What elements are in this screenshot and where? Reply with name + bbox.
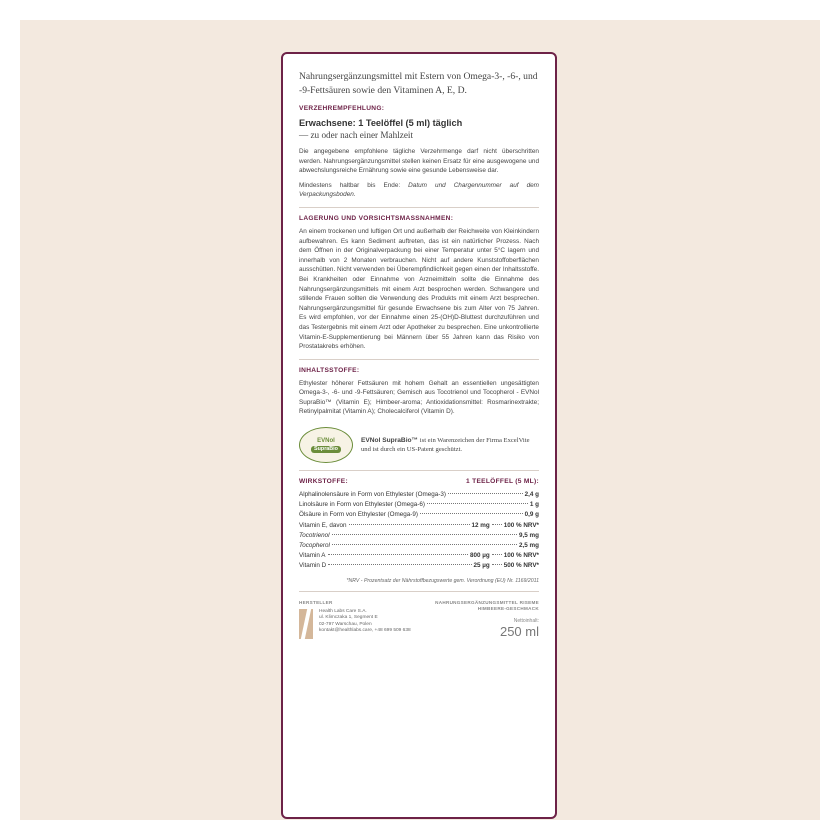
- evnol-logo-bottom: SupraBio: [311, 446, 341, 453]
- address-line: kontakt@healthlabs.care, +48 699 509 638: [319, 628, 411, 634]
- dot-leader: [328, 564, 471, 565]
- nutrient-value: 2,4 g: [524, 491, 539, 499]
- dot-leader: [349, 524, 470, 525]
- dose-main: Erwachsene: 1 Teelöffel (5 ml) täglich: [299, 118, 463, 128]
- dot-leader: [492, 554, 502, 555]
- dot-leader: [492, 524, 502, 525]
- nutrient-row: [299, 490, 539, 500]
- health-labs-logo-icon: [299, 609, 313, 639]
- nutrient-name: Vitamin A: [299, 552, 326, 560]
- nutrient-row: [299, 541, 539, 551]
- evnol-logo: [299, 427, 353, 463]
- verzehr-text: Die angegebene empfohlene tägliche Verzehrmenge darf nicht überschritten werden. Nahrungsergänzungsmittel stellen keinen Ersatz für eine ausgewogene und abwechslungsreiche Ernährung sowie eine gesunde Lebensweise dar.: [299, 148, 539, 175]
- label-footer: [299, 600, 539, 639]
- manufacturer-heading: HERSTELLER: [299, 599, 333, 605]
- dot-leader: [328, 554, 469, 555]
- dot-leader: [332, 534, 517, 535]
- dose-sub: — zu oder nach einer Mahlzeit: [299, 130, 414, 140]
- nutrient-value: 1 g: [529, 501, 539, 509]
- best-before-note: Datum und Chargennummer auf dem Verpackungsboden.: [299, 181, 539, 199]
- nutrient-name: Vitamin E, davon: [299, 521, 347, 529]
- address-line: 02-797 Warschau, Polen: [319, 621, 372, 627]
- nutrient-name: Tocotrienol: [299, 531, 330, 539]
- nrv-footnote: *NRV - Prozentsatz der Nährstoffbezugswerte gem. Verordnung (EU) Nr. 1169/2011: [346, 577, 539, 584]
- nutrient-nrv: 500 % NRV*: [503, 562, 539, 570]
- nutrient-name: Tocopherol: [299, 542, 330, 550]
- nutrient-row: [299, 561, 539, 571]
- dot-leader: [448, 493, 523, 494]
- nutrient-value: 2,5 mg: [519, 542, 539, 550]
- nutrient-value: 800 µg: [470, 552, 490, 560]
- nutrient-value: 9,5 mg: [519, 531, 539, 539]
- nutrient-name: Vitamin D: [299, 562, 327, 570]
- inhalt-heading: INHALTSSTOFFE:: [299, 366, 360, 374]
- nutrient-value: 12 mg: [471, 521, 490, 529]
- nutrient-value: 25 µg: [473, 562, 490, 570]
- wirkstoffe-heading: WIRKSTOFFE:: [299, 478, 348, 486]
- divider: [299, 470, 539, 471]
- nutrient-value: 0,9 g: [524, 511, 539, 519]
- verzehr-heading: VERZEHREMPFEHLUNG:: [299, 105, 385, 112]
- product-type: NAHRUNGSERGÄNZUNGSMITTEL RISEME: [435, 599, 539, 605]
- best-before-lead: Mindestens haltbar bis Ende:: [299, 181, 409, 189]
- manufacturer-address: [319, 609, 411, 639]
- nutrient-name: Alphalinolensäure in Form von Ethylester (Omega-3): [299, 491, 446, 499]
- divider: [299, 591, 539, 592]
- lagerung-heading: LAGERUNG UND VORSICHTSMASSNAHMEN:: [299, 214, 454, 222]
- evnol-block: [299, 427, 539, 463]
- inhalt-text: Ethylester höherer Fettsäuren mit hohem Gehalt an essentiellen ungesättigten Omega-3-, -6- und -9-Fettsäuren; Gemisch aus Tocotrienol und Tocopherol - EVNol SupraBio™ (Vitamin E); Himbeer-aroma; Antioxidationsmittel: Rosmarinextrakte; Retinylpalmitat (Vitamin A); Cholecalciferol (Vitamin D).: [299, 379, 539, 416]
- nutrient-row: [299, 531, 539, 541]
- evnol-logo-top: EVNol: [317, 437, 335, 444]
- product-info-block: [435, 600, 539, 639]
- nutrient-nrv: 100 % NRV*: [503, 521, 539, 529]
- divider: [299, 359, 539, 360]
- wirkstoffe-per: 1 TEELÖFFEL (5 ML):: [466, 478, 539, 486]
- evnol-brand: EVNol SupraBio™: [361, 437, 419, 445]
- product-label: [281, 52, 557, 819]
- evnol-text: [361, 436, 539, 454]
- nutrient-row: [299, 521, 539, 531]
- nutrient-row: [299, 551, 539, 561]
- intro-text: Nahrungsergänzungsmittel mit Estern von Omega-3-, -6-, und -9-Fettsäuren sowie den Vitaminen A, E, D.: [299, 71, 538, 96]
- nutrient-row: [299, 510, 539, 520]
- address-line: Health Labs Care S.A.: [319, 608, 367, 614]
- wirkstoffe-header: [299, 478, 539, 490]
- lagerung-text: An einem trockenen und luftigen Ort und außerhalb der Reichweite von Kleinkindern aufbewahren. Es kann Sediment auftreten, das ist ein natürlicher Prozess. Nach dem Öffnen in der Originalverpackung bei einer Temperatur unter 5°C lagern und innerhalb von 2 Monaten verbrauchen. Nicht auf andere Kunststoffoberflächen ausschütten. Nicht verwenden bei Überempfindlichkeit gegen einen der Inhaltsstoffe. Bei Krankheiten oder Einnahme von Arzneimitteln sollte die Einnahme des Nahrungsergänzungsmittels mit einem Arzt besprochen werden. Schwangere und stillende Frauen sollten die Verwendung des Produkts mit einem Arzt besprechen. Nahrungsergänzungsmittel für gesunde Erwachsene bis zum Alter von 75 Jahren. Es wird empfohlen, vor der Einnahme einen 25-(OH)D-Bluttest durchzuführen und das Testergebnis mit einem Arzt oder Apotheker zu besprechen. Eine unkontrollierte Vitamin-E-Supplementierung bei Männern über 55 Jahren kann das Risiko von Prostatakrebs erhöhen.: [299, 227, 539, 351]
- dot-leader: [420, 513, 523, 514]
- manufacturer-block: [299, 600, 411, 639]
- product-flavor: HIMBEERE-GESCHMACK: [477, 606, 539, 612]
- net-content-label: Nettoinhalt:: [513, 617, 539, 624]
- nutrient-name: Linolsäure in Form von Ethylester (Omega-6): [299, 501, 425, 509]
- dot-leader: [492, 564, 502, 565]
- net-volume: 250 ml: [499, 623, 539, 639]
- divider: [299, 207, 539, 208]
- nutrient-nrv: 100 % NRV*: [503, 552, 539, 560]
- dot-leader: [427, 503, 528, 504]
- nutrient-row: [299, 500, 539, 510]
- manufacturer-info: [299, 609, 411, 639]
- address-line: ul. Klimczaka 1, Segment E: [319, 615, 378, 621]
- best-before: [299, 181, 539, 200]
- evnol-trademark-text: ist ein Warenzeichen der Firma ExcelVite und ist durch ein US-Patent geschützt.: [361, 437, 530, 454]
- nutrient-name: Ölsäure in Form von Ethylester (Omega-9): [299, 511, 418, 519]
- nutrient-table: [299, 490, 539, 572]
- dot-leader: [332, 544, 517, 545]
